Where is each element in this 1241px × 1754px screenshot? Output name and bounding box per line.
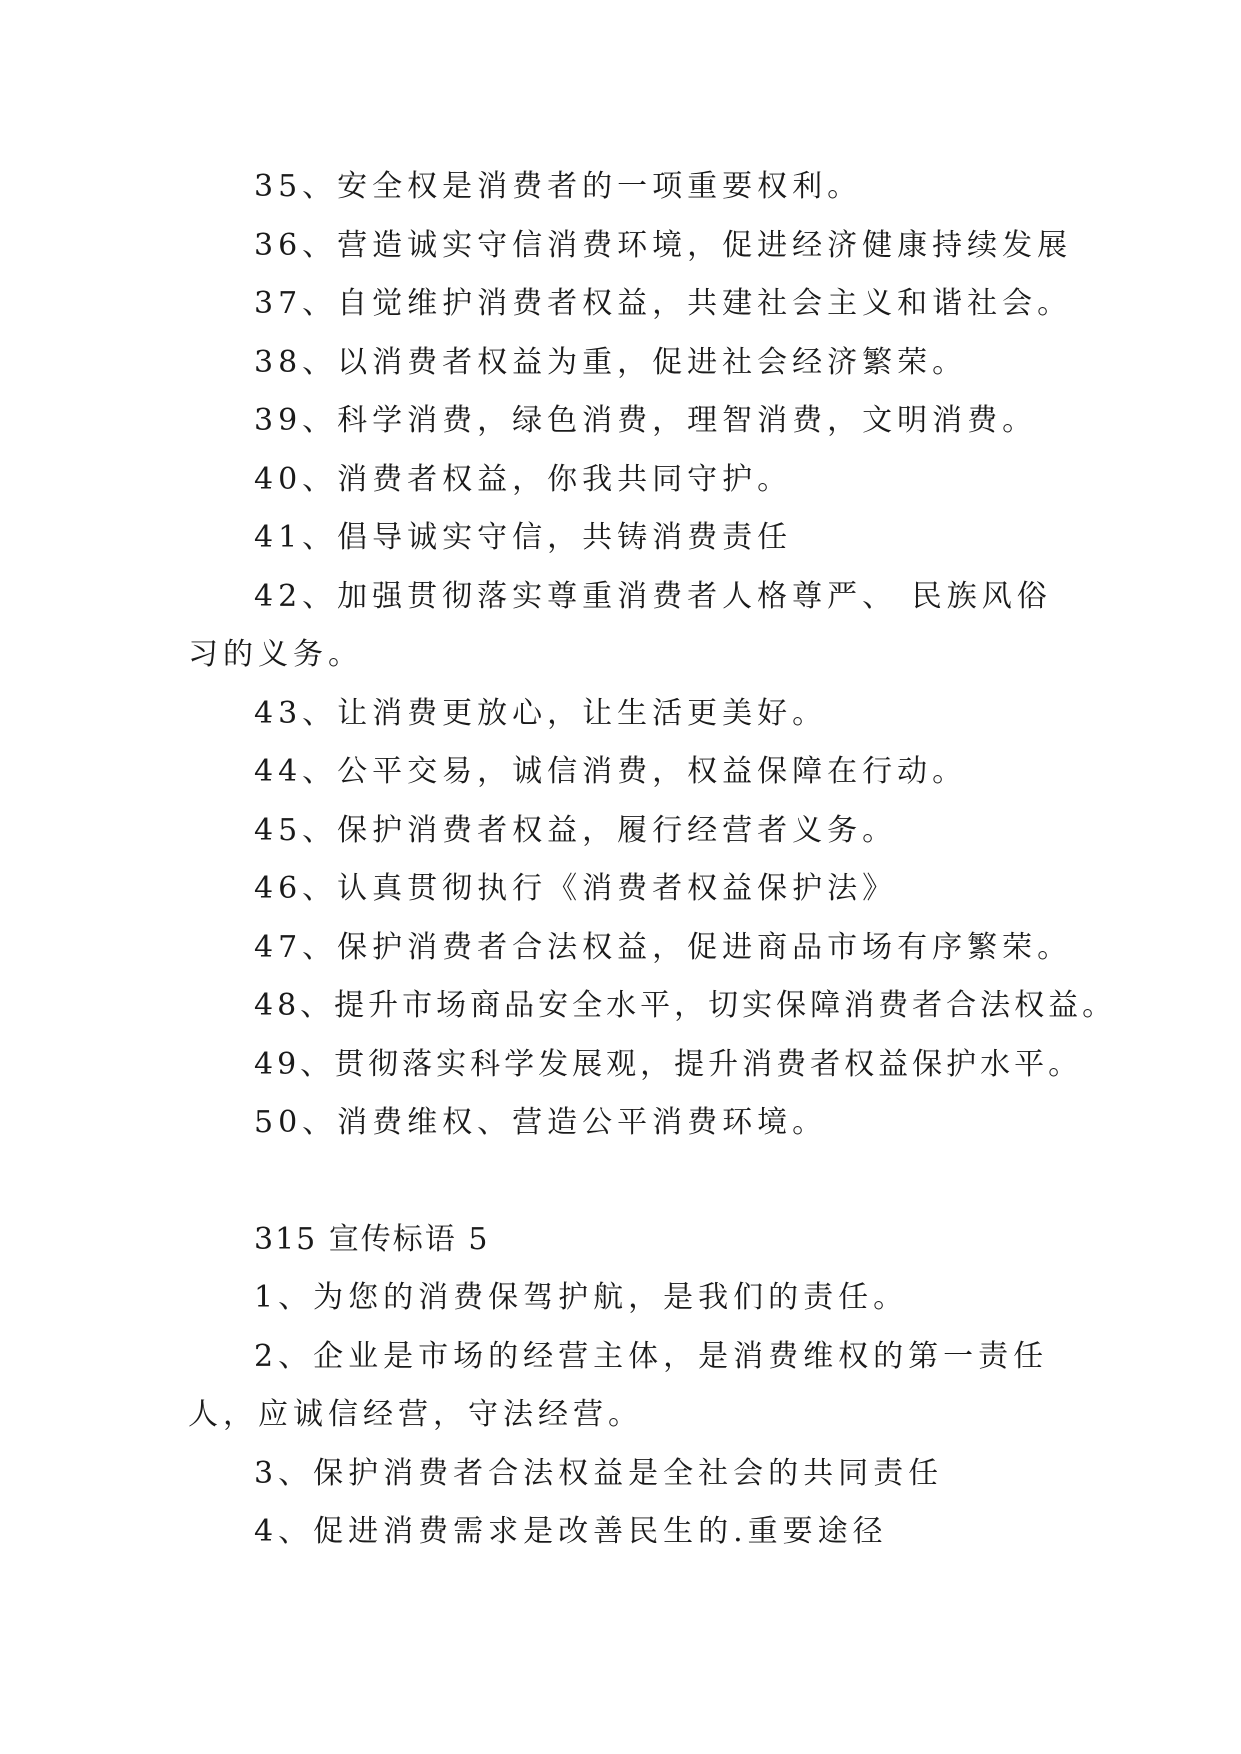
slogan-line: 44、公平交易，诚信消费，权益保障在行动。 [254,754,968,789]
slogan-line: 35、安全权是消费者的一项重要权利。 [254,169,863,204]
slogan-line: 39、科学消费，绿色消费，理智消费，文明消费。 [254,403,1038,438]
slogan-line: 48、提升市场商品安全水平，切实保障消费者合法权益。 [254,988,1117,1023]
slogan-line: 45、保护消费者权益，履行经营者义务。 [254,812,898,848]
slogan-line: 36、营造诚实守信消费环境，促进经济健康持续发展 [254,227,1073,263]
slogan-line: 50、消费维权、营造公平消费环境。 [254,1105,828,1140]
slogan-line: 1、为您的消费保驾护航，是我们的责任。 [254,1280,909,1315]
slogan-line: 40、消费者权益，你我共同守护。 [254,461,793,497]
section-heading: 315 宣传标语 5 [254,1221,490,1257]
slogan-line: 4、促进消费需求是改善民生的.重要途径 [254,1514,888,1549]
slogan-line: 38、以消费者权益为重，促进社会经济繁荣。 [254,344,968,380]
slogan-line: 37、自觉维护消费者权益，共建社会主义和谐社会。 [254,286,1073,321]
slogan-line-wrapped: 42、加强贯彻落实尊重消费者人格尊严、 民族风俗习的义务。 [188,578,1052,672]
slogan-line-wrapped: 2、企业是市场的经营主体，是消费维权的第一责任人，应诚信经营，守法经营。 [188,1338,1049,1432]
slogan-line: 43、让消费更放心，让生活更美好。 [254,695,828,731]
slogan-line: 49、贯彻落实科学发展观，提升消费者权益保护水平。 [254,1046,1083,1082]
slogan-line: 46、认真贯彻执行《消费者权益保护法》 [254,871,898,906]
section-spacer [188,1153,1078,1211]
slogan-line: 3、保护消费者合法权益是全社会的共同责任 [254,1455,944,1491]
slogan-line: 41、倡导诚实守信，共铸消费责任 [254,520,793,555]
document-body [188,158,1117,1562]
slogan-line: 47、保护消费者合法权益，促进商品市场有序繁荣。 [254,929,1073,965]
